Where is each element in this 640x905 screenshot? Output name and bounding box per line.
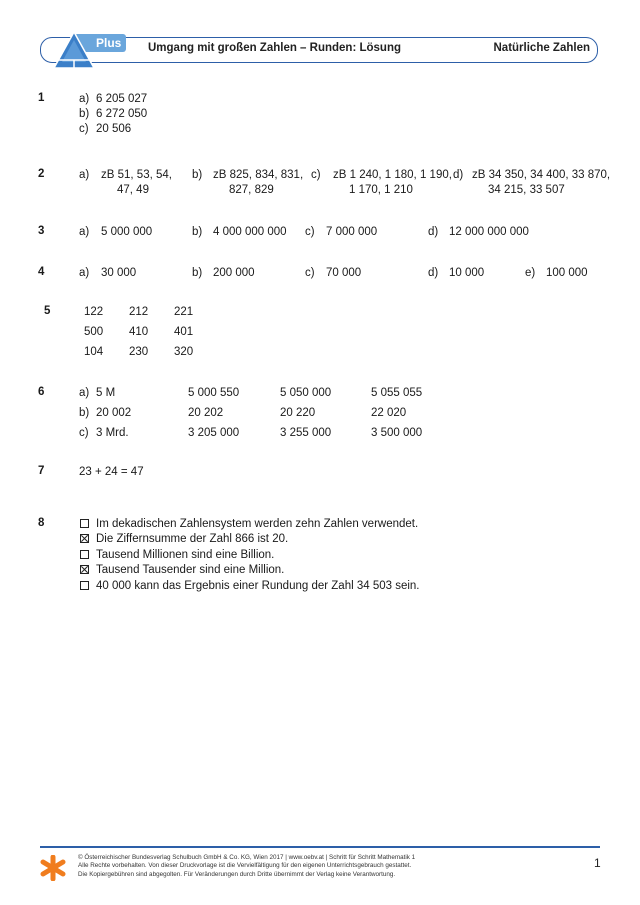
e3-b-value: 4 000 000 000 [213, 226, 287, 238]
checkbox-checked [80, 565, 89, 574]
checkbox-unchecked [80, 519, 89, 528]
e6-a-v3: 5 055 055 [371, 387, 423, 399]
e8-statement-5: 40 000 kann das Ergebnis einer Rundung der Zahl 34 503 sein. [96, 580, 420, 592]
e5-cell: 500 [84, 326, 104, 338]
e4-b-value: 200 000 [213, 267, 255, 279]
e6-c-v1: 3 205 000 [188, 427, 240, 439]
e2-a-label: a) [79, 169, 90, 181]
e2-c-line2: 1 170, 1 210 [349, 184, 413, 196]
footer-line-2: Alle Rechte vorbehalten. Von dieser Druckvorlage ist die Vervielfältigung für den eigenen Unterrichtsgebrauch gestattet. [78, 862, 412, 870]
e6-a-v2: 5 050 000 [280, 387, 332, 399]
e4-e-label: e) [525, 267, 536, 279]
exercise-7-number: 7 [38, 465, 45, 477]
page-title: Umgang mit großen Zahlen – Runden: Lösung [148, 42, 401, 54]
e3-a-label: a) [79, 226, 90, 238]
e6-a-first: 5 M [96, 387, 116, 399]
e1-b-label: b) [79, 108, 90, 120]
asterisk-logo-icon [40, 855, 66, 881]
e6-b-v1: 20 202 [188, 407, 224, 419]
e3-d-label: d) [428, 226, 439, 238]
footer-line-1: © Österreichischer Bundesverlag Schulbuch GmbH & Co. KG, Wien 2017 | www.oebv.at | Schritt für Schritt Mathematik 1 [78, 854, 416, 861]
e6-b-v2: 20 220 [280, 407, 316, 419]
copyright-notice [78, 854, 415, 879]
exercise-4-number: 4 [38, 266, 45, 278]
e2-d-line2: 34 215, 33 507 [488, 184, 565, 196]
checkbox-unchecked [80, 581, 89, 590]
e4-d-value: 10 000 [449, 267, 485, 279]
e4-a-label: a) [79, 267, 90, 279]
e8-statement-2: Die Ziffernsumme der Zahl 866 ist 20. [96, 533, 289, 545]
e1-a-label: a) [79, 93, 90, 105]
e5-cell: 122 [84, 306, 104, 318]
footer-divider [40, 846, 600, 848]
e4-c-label: c) [305, 267, 315, 279]
e8-statement-1: Im dekadischen Zahlensystem werden zehn Zahlen verwendet. [96, 518, 419, 530]
e6-b-v3: 22 020 [371, 407, 407, 419]
e1-b-value: 6 272 050 [96, 108, 148, 120]
e5-cell: 230 [129, 346, 149, 358]
plus-logo [52, 30, 128, 72]
e2-c-line1: zB 1 240, 1 180, 1 190, [333, 169, 452, 181]
e2-b-line2: 827, 829 [229, 184, 274, 196]
e4-c-value: 70 000 [326, 267, 362, 279]
exercise-5-number: 5 [44, 305, 51, 317]
e2-a-line2: 47, 49 [117, 184, 149, 196]
e5-cell: 212 [129, 306, 149, 318]
e3-b-label: b) [192, 226, 203, 238]
exercise-6-number: 6 [38, 386, 45, 398]
triangle-logo-icon [52, 30, 96, 72]
e2-d-line1: zB 34 350, 34 400, 33 870, [472, 169, 611, 181]
e5-cell: 104 [84, 346, 104, 358]
checkbox-unchecked [80, 550, 89, 559]
e4-e-value: 100 000 [546, 267, 588, 279]
e8-statement-4: Tausend Tausender sind eine Million. [96, 564, 285, 576]
exercise-2-number: 2 [38, 168, 45, 180]
e4-d-label: d) [428, 267, 439, 279]
e1-c-label: c) [79, 123, 89, 135]
e5-cell: 320 [174, 346, 194, 358]
section-title: Natürliche Zahlen [493, 42, 590, 54]
e2-c-label: c) [311, 169, 321, 181]
e8-statement-3: Tausend Millionen sind eine Billion. [96, 549, 275, 561]
e6-a-label: a) [79, 387, 90, 399]
footer-line-3: Die Kopiergebühren sind abgegolten. Für Veränderungen durch Dritte übernimmt der Verlag keine Verantwortung. [78, 870, 396, 878]
exercise-3-number: 3 [38, 225, 45, 237]
e5-cell: 401 [174, 326, 194, 338]
e6-b-first: 20 002 [96, 407, 132, 419]
e6-c-first: 3 Mrd. [96, 427, 129, 439]
e6-c-v3: 3 500 000 [371, 427, 423, 439]
e2-a-line1: zB 51, 53, 54, [101, 169, 172, 181]
e4-a-value: 30 000 [101, 267, 137, 279]
exercise-8-number: 8 [38, 517, 45, 529]
e3-c-value: 7 000 000 [326, 226, 378, 238]
e1-c-value: 20 506 [96, 123, 132, 135]
e5-cell: 410 [129, 326, 149, 338]
checkbox-checked [80, 534, 89, 543]
e6-c-v2: 3 255 000 [280, 427, 332, 439]
e3-c-label: c) [305, 226, 315, 238]
e1-a-value: 6 205 027 [96, 93, 148, 105]
e2-b-line1: zB 825, 834, 831, [213, 169, 304, 181]
e7-equation: 23 + 24 = 47 [79, 466, 144, 478]
page-number: 1 [594, 856, 601, 870]
e6-b-label: b) [79, 407, 90, 419]
e3-d-value: 12 000 000 000 [449, 226, 529, 238]
e6-c-label: c) [79, 427, 89, 439]
logo-badge: Plus [74, 34, 126, 52]
e2-d-label: d) [453, 169, 464, 181]
exercise-1-number: 1 [38, 92, 45, 104]
e6-a-v1: 5 000 550 [188, 387, 240, 399]
e4-b-label: b) [192, 267, 203, 279]
e5-cell: 221 [174, 306, 194, 318]
e3-a-value: 5 000 000 [101, 226, 153, 238]
e2-b-label: b) [192, 169, 203, 181]
